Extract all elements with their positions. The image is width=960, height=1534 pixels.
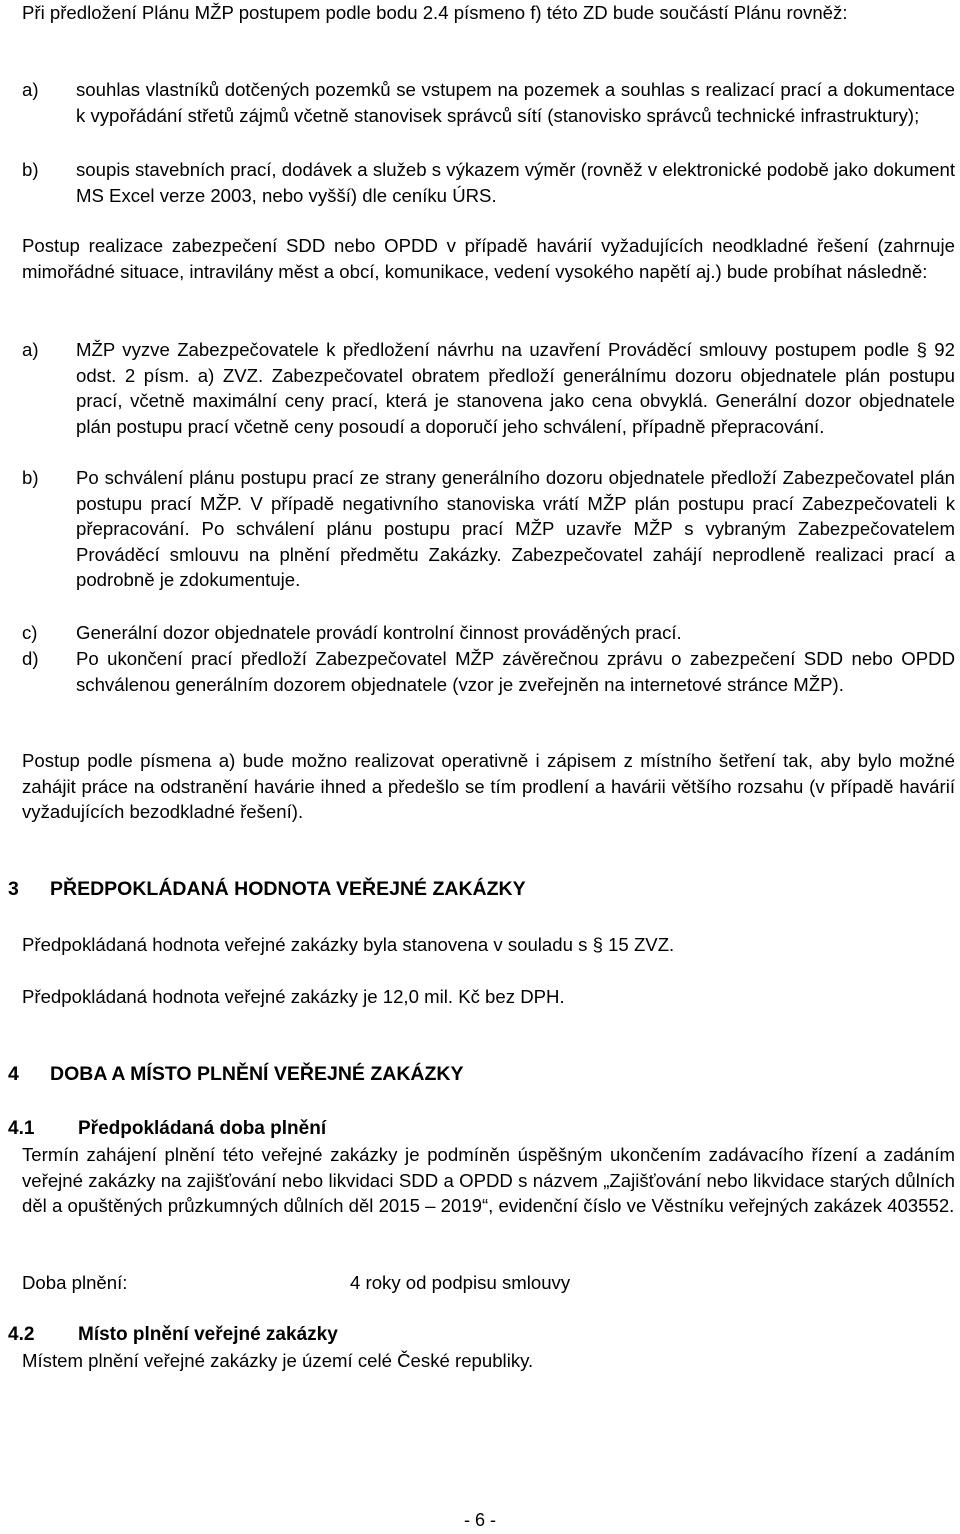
subsection-4-2-paragraph: Místem plnění veřejné zakázky je území celé České republiky. <box>22 1350 534 1371</box>
list-item-label: b) <box>22 159 39 180</box>
section-number: 4 <box>8 1063 19 1085</box>
intro-paragraph: Při předložení Plánu MŽP postupem podle bodu 2.4 písmeno f) této ZD bude součástí Plánu rovněž: <box>22 2 848 23</box>
list-item <box>22 337 955 439</box>
list-item-text: souhlas vlastníků dotčených pozemků se vstupem na pozemek a souhlas s realizací prací a dokumentace k vypořádání střetů zájmů včetně stanovisek správců sítí (stanovisko správců technické infrastruktury); <box>76 79 955 126</box>
term-row <box>22 1270 955 1296</box>
term-label: Doba plnění: <box>22 1272 128 1293</box>
postup-paragraph: Postup realizace zabezpečení SDD nebo OPDD v případě havárií vyžadujících neodkladné řešení (zahrnuje mimořádné situace, intravilány měst a obcí, komunikace, vedení vysokého napětí aj.) bude probíhat následně: <box>22 235 955 282</box>
list-item-text: Po schválení plánu postupu prací ze strany generálního dozoru objednatele předloží Zabezpečovatel plán postupu prací MŽP. V případě negativního stanoviska vrátí MŽP plán postupu prací Zabezpečovateli k přepracování. Po schválení plánu postupu prací MŽP uzavře MŽP s vybraným Zabezpečovatelem Prováděcí smlouvu na plnění předmětu Zakázky. Zabezpečovatel zahájí neprodleně realizaci prací a podrobně je zdokumentuje. <box>76 467 955 590</box>
subsection-title: Předpokládaná doba plnění <box>78 1118 327 1139</box>
subsection-number: 4.1 <box>8 1118 35 1139</box>
list-item-label: d) <box>22 648 39 669</box>
subsection-4-2-heading <box>8 1322 338 1348</box>
subsection-4-1-heading <box>8 1116 326 1142</box>
page-number: - 6 - <box>463 1510 496 1530</box>
list-item <box>22 77 955 128</box>
section-number: 3 <box>8 878 19 900</box>
list-item <box>22 646 955 697</box>
subsection-title: Místo plnění veřejné zakázky <box>78 1324 338 1345</box>
list-item-text: Generální dozor objednatele provádí kontrolní činnost prováděných prací. <box>76 622 682 643</box>
list-item-label: a) <box>22 339 39 360</box>
section-3-paragraph: Předpokládaná hodnota veřejné zakázky byla stanovena v souladu s § 15 ZVZ. <box>22 934 675 955</box>
list-item <box>22 620 955 646</box>
list-item-text: soupis stavebních prací, dodávek a služeb s výkazem výměr (rovněž v elektronické podobě jako dokument MS Excel verze 2003, nebo vyšší) dle ceníku ÚRS. <box>76 159 955 206</box>
list-item-label: a) <box>22 79 39 100</box>
list-item <box>22 465 955 593</box>
section-4-heading <box>8 1062 464 1088</box>
section-3-heading <box>8 877 526 903</box>
list-item-text: Po ukončení prací předloží Zabezpečovatel MŽP závěrečnou zprávu o zabezpečení SDD nebo OPDD schválenou generálním dozorem objednatele (vzor je zveřejněn na internetové stránce MŽP). <box>76 648 955 695</box>
term-value: 4 roky od podpisu smlouvy <box>350 1272 571 1293</box>
section-3-paragraph: Předpokládaná hodnota veřejné zakázky je 12,0 mil. Kč bez DPH. <box>22 986 565 1007</box>
list-item-text: MŽP vyzve Zabezpečovatele k předložení návrhu na uzavření Prováděcí smlouvy postupem podle § 92 odst. 2 písm. a) ZVZ. Zabezpečovatel obratem předloží generálnímu dozoru objednatele plán postupu prací, včetně maximální ceny prací, která je stanovena jako cena obvyklá. Generální dozor objednatele plán postupu prací včetně ceny posoudí a doporučí jeho schválení, případně přepracování. <box>76 339 955 437</box>
section-title: DOBA A MÍSTO PLNĚNÍ VEŘEJNÉ ZAKÁZKY <box>50 1063 464 1085</box>
section-title: PŘEDPOKLÁDANÁ HODNOTA VEŘEJNÉ ZAKÁZKY <box>50 878 526 900</box>
postup-closing-paragraph: Postup podle písmena a) bude možno realizovat operativně i zápisem z místního šetření tak, aby bylo možné zahájit práce na odstranění havárie ihned a předešlo se tím prodlení a havárii většího rozsahu (v případě havárií vyžadujících bezodkladné řešení). <box>22 750 955 822</box>
list-item-label: b) <box>22 467 39 488</box>
list-item <box>22 157 955 208</box>
list-item-label: c) <box>22 622 38 643</box>
subsection-number: 4.2 <box>8 1324 35 1345</box>
subsection-4-1-paragraph: Termín zahájení plnění této veřejné zakázky je podmíněn úspěšným ukončením zadávacího řízení a zadáním veřejné zakázky na zajišťování nebo likvidaci SDD a OPDD s názvem „Zajišťování nebo likvidace starých důlních děl a opuštěných průzkumných důlních děl 2015 – 2019“, evidenční číslo ve Věstníku veřejných zakázek 403552. <box>22 1144 955 1216</box>
